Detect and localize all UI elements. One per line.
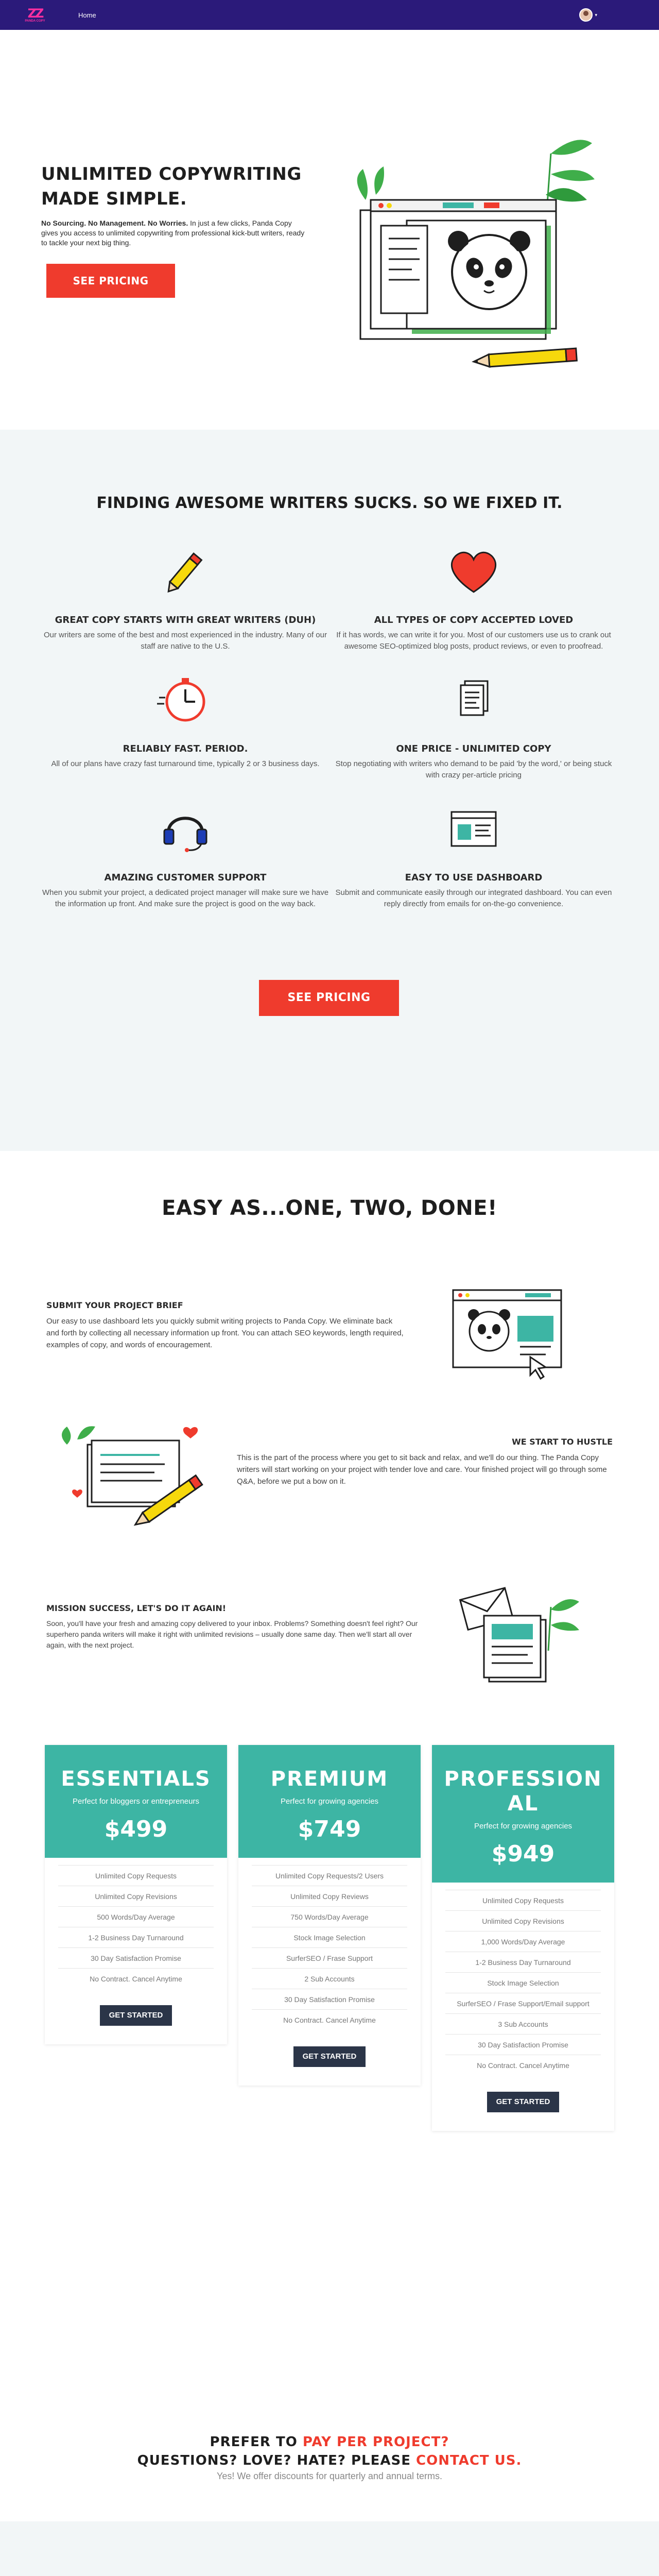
plan-card-professional (432, 1745, 614, 2131)
pay-per-project-note (0, 2433, 659, 2451)
nav-home-link[interactable]: Home (78, 11, 96, 19)
hero-section (0, 30, 659, 430)
plan-feature: Unlimited Copy Revisions (58, 1886, 214, 1906)
plan-feature: 30 Day Satisfaction Promise (445, 2034, 601, 2055)
hero-see-pricing-button[interactable]: SEE PRICING (46, 264, 175, 298)
plan-tagline: Perfect for growing agencies (280, 1797, 379, 1806)
dashboard-icon (445, 801, 502, 857)
pricing-section (0, 1743, 659, 2521)
get-started-button[interactable]: GET STARTED (293, 2046, 366, 2067)
step-title: WE START TO HUSTLE (512, 1437, 613, 1447)
feature-text: If it has words, we can write it for you. Most of our customers use us to crank out awesome SEO-optimized blog posts, product reviews, or even to proofread. (336, 631, 611, 651)
step-text: Soon, you'll have your fresh and amazing copy delivered to your inbox. Problems? Something doesn't feel right? Our superhero panda writers will make it right with unlimited revisions – usually done same day. Then we'll start all over again, with the next project. (46, 1619, 418, 1649)
plan-feature: 30 Day Satisfaction Promise (252, 1989, 407, 2009)
pencil-icon (157, 543, 214, 600)
feature-title: AMAZING CUSTOMER SUPPORT (104, 872, 267, 883)
feature-title: ONE PRICE - UNLIMITED COPY (396, 743, 551, 754)
plan-price: $749 (298, 1816, 361, 1842)
plan-feature: No Contract. Cancel Anytime (252, 2009, 407, 2030)
hero-lead (41, 218, 309, 248)
plan-card-premium (238, 1745, 421, 2086)
step-3 (46, 1603, 427, 1651)
steps-title: EASY AS...ONE, TWO, DONE! (162, 1196, 497, 1220)
plan-feature: 2 Sub Accounts (252, 1968, 407, 1989)
faq-section (0, 2521, 659, 2576)
feature-text: All of our plans have crazy fast turnaround time, typically 2 or 3 business days. (51, 759, 320, 768)
step-1 (46, 1300, 407, 1351)
plan-feature: Unlimited Copy Reviews (252, 1886, 407, 1906)
plan-feature: Unlimited Copy Requests (445, 1890, 601, 1910)
plan-feature: 1,000 Words/Day Average (445, 1931, 601, 1952)
hero-lead-text: In just a few clicks, Panda Copy gives you access to unlimited copywriting from professional kick-butt writers, ready to tackle your next big thing. (41, 219, 305, 247)
plan-card-essentials (45, 1745, 227, 2044)
plan-feature: No Contract. Cancel Anytime (445, 2055, 601, 2075)
feature-card (330, 672, 618, 781)
chevron-down-icon[interactable]: ▾ (595, 12, 597, 18)
plan-feature: 1-2 Business Day Turnaround (58, 1927, 214, 1947)
discount-note: Yes! We offer discounts for quarterly and annual terms. (217, 2471, 442, 2481)
hero-lead-bold: No Sourcing. No Management. No Worries. (41, 219, 188, 227)
plan-price: $949 (491, 1841, 555, 1867)
feature-title: EASY TO USE DASHBOARD (405, 872, 543, 883)
pay-per-project-link[interactable]: PAY PER PROJECT? (302, 2434, 449, 2450)
plan-feature: SurferSEO / Frase Support/Email support (445, 1993, 601, 2013)
features-title: FINDING AWESOME WRITERS SUCKS. SO WE FIXED IT. (96, 494, 563, 512)
plan-feature: Stock Image Selection (445, 1972, 601, 1993)
headset-icon (157, 801, 214, 857)
plan-feature: SurferSEO / Frase Support (252, 1947, 407, 1968)
hero-illustration (335, 123, 602, 380)
plan-header (45, 1745, 227, 1858)
step-2 (237, 1437, 613, 1487)
step-text: This is the part of the process where you get to sit back and relax, and we'll do our thing. The Panda Copy writers will start working on your project with tender love and care. Your finished project will go through some Q&A, before we put a bow on it. (237, 1453, 607, 1486)
features-section (0, 430, 659, 1151)
hero-title: UNLIMITED COPYWRITING MADE SIMPLE. (41, 164, 302, 209)
plan-feature: Unlimited Copy Revisions (445, 1910, 601, 1931)
feature-card (41, 801, 330, 910)
logo-subtitle: PANDA COPY (25, 19, 45, 23)
documents-icon (445, 672, 502, 728)
features-see-pricing-button[interactable]: SEE PRICING (259, 980, 399, 1016)
plan-feature: 500 Words/Day Average (58, 1906, 214, 1927)
hustle-illustration (57, 1414, 216, 1527)
logo-mark: ZZ (27, 6, 43, 21)
submit-brief-illustration (448, 1280, 571, 1383)
site-logo[interactable] (23, 5, 47, 25)
contact-us-link[interactable]: CONTACT US. (416, 2453, 522, 2468)
feature-title: RELIABLY FAST. PERIOD. (123, 743, 248, 754)
plan-feature: 1-2 Business Day Turnaround (445, 1952, 601, 1972)
plan-tagline: Perfect for bloggers or entrepreneurs (73, 1797, 199, 1806)
stopwatch-icon (157, 672, 214, 728)
note-text: PREFER TO (210, 2434, 303, 2450)
plan-feature: Stock Image Selection (252, 1927, 407, 1947)
step-text: Our easy to use dashboard lets you quickly submit writing projects to Panda Copy. We eliminate back and forth by collecting all necessary information up front. You can attach SEO keywords, length required, examples of copy, and words of encouragement. (46, 1317, 404, 1349)
plan-header (432, 1745, 614, 1883)
plan-feature: Unlimited Copy Requests (58, 1865, 214, 1886)
plan-feature: 30 Day Satisfaction Promise (58, 1947, 214, 1968)
feature-text: When you submit your project, a dedicated project manager will make sure we have the information up front. And make sure the project is good on the way back. (42, 888, 329, 908)
feature-title: ALL TYPES OF COPY ACCEPTED LOVED (374, 615, 574, 625)
plan-name: PREMIUM (270, 1767, 389, 1791)
note-text: QUESTIONS? LOVE? HATE? PLEASE (137, 2453, 417, 2468)
feature-card (41, 672, 330, 770)
feature-title: GREAT COPY STARTS WITH GREAT WRITERS (DUH) (55, 615, 316, 625)
plan-name: ESSENTIALS (61, 1767, 211, 1791)
feature-card (330, 801, 618, 910)
top-navbar (0, 0, 659, 30)
feature-text: Submit and communicate easily through our integrated dashboard. You can even reply directly from emails for on-the-go convenience. (335, 888, 612, 908)
get-started-button[interactable]: GET STARTED (487, 2092, 559, 2112)
feature-card (330, 543, 618, 652)
plan-feature: Unlimited Copy Requests/2 Users (252, 1865, 407, 1886)
plan-feature: No Contract. Cancel Anytime (58, 1968, 214, 1989)
user-menu[interactable] (579, 8, 597, 22)
plan-header (238, 1745, 421, 1858)
feature-card (41, 543, 330, 652)
plan-feature: 3 Sub Accounts (445, 2013, 601, 2034)
step-title: MISSION SUCCESS, LET'S DO IT AGAIN! (46, 1603, 227, 1613)
plan-feature: 750 Words/Day Average (252, 1906, 407, 1927)
plan-price: $499 (104, 1816, 168, 1842)
feature-text: Our writers are some of the best and most experienced in the industry. Many of our staff are native to the U.S. (44, 631, 327, 651)
step-title: SUBMIT YOUR PROJECT BRIEF (46, 1300, 183, 1310)
feature-text: Stop negotiating with writers who demand to be paid 'by the word,' or being stuck with crazy per-article pricing (335, 759, 612, 779)
steps-section (0, 1151, 659, 1743)
heart-icon (445, 543, 502, 600)
plan-name: PROFESSIONAL (444, 1767, 602, 1816)
mission-success-illustration (453, 1579, 582, 1687)
get-started-button[interactable]: GET STARTED (100, 2005, 172, 2026)
contact-note (0, 2451, 659, 2470)
avatar[interactable] (579, 8, 593, 22)
plan-tagline: Perfect for growing agencies (474, 1822, 573, 1831)
